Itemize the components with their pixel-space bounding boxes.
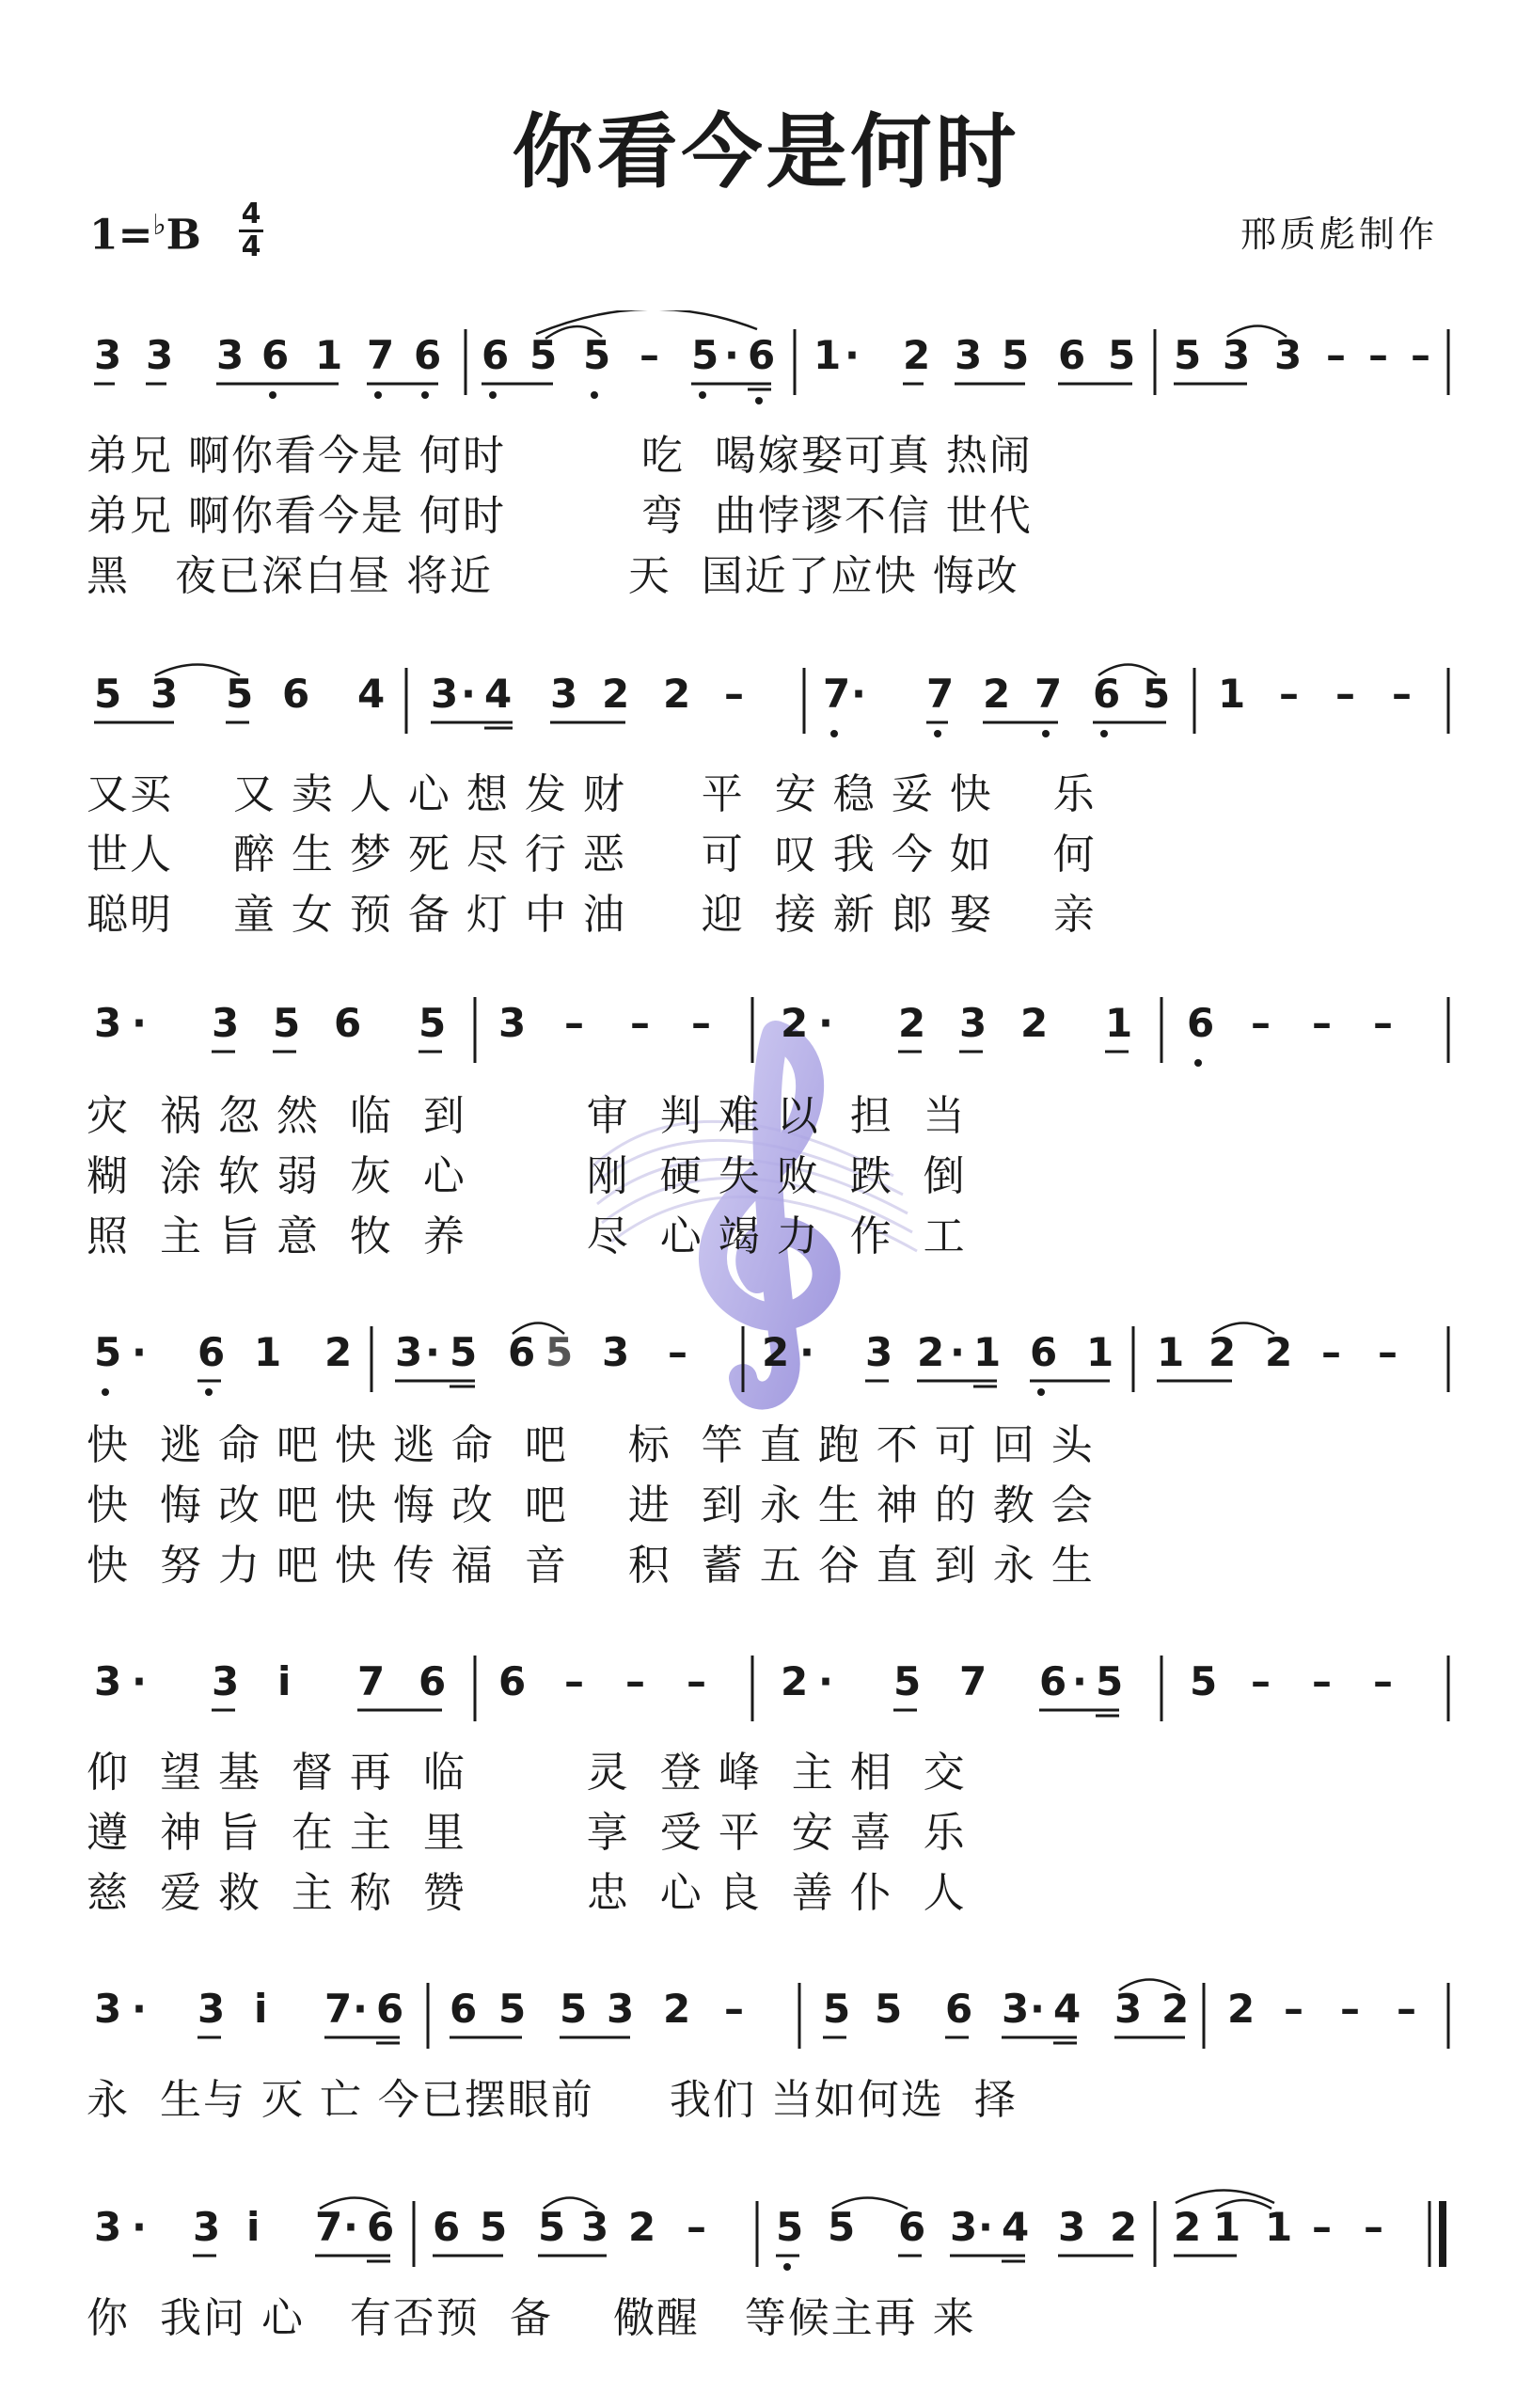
svg-text:6: 6 xyxy=(945,1986,973,2032)
svg-text:–: – xyxy=(1312,1000,1332,1046)
svg-text:3: 3 xyxy=(212,1658,240,1704)
svg-text:7: 7 xyxy=(1034,671,1063,717)
svg-text:6: 6 xyxy=(433,2204,461,2250)
svg-text:–: – xyxy=(691,1000,711,1046)
svg-text:3: 3 xyxy=(959,1000,987,1046)
svg-text:·: · xyxy=(799,1329,814,1375)
svg-text:6: 6 xyxy=(282,671,310,717)
lyric-line: 永 生与 灭 亡 今已摆眼前 我们 当如何选 择 xyxy=(87,2076,1018,2124)
svg-text:2: 2 xyxy=(762,1329,790,1375)
svg-text:4: 4 xyxy=(484,671,513,717)
svg-text:–: – xyxy=(687,2204,706,2250)
svg-text:2: 2 xyxy=(1265,1329,1293,1375)
music-system-2 xyxy=(0,649,1532,771)
svg-text:·: · xyxy=(132,1986,147,2032)
svg-text:–: – xyxy=(1411,332,1430,378)
svg-text:6: 6 xyxy=(376,1986,404,2032)
svg-text:5: 5 xyxy=(226,671,254,717)
time-signature xyxy=(235,199,267,262)
svg-text:3: 3 xyxy=(94,332,122,378)
lyric-line: 遵 神 旨 在 主 里 享 受 平 安 喜 乐 xyxy=(87,1809,967,1857)
svg-text:–: – xyxy=(1340,1986,1360,2032)
svg-text:3: 3 xyxy=(146,332,174,378)
svg-text:i: i xyxy=(246,2204,261,2250)
svg-text:i: i xyxy=(277,1658,292,1704)
svg-text:·: · xyxy=(1030,1986,1045,2032)
svg-text:–: – xyxy=(564,1000,584,1046)
lyric-line: 快 努 力 吧 快 传 福 音 积 蓄 五 谷 直 到 永 生 xyxy=(87,1542,1095,1590)
svg-text:–: – xyxy=(625,1658,645,1704)
svg-text:–: – xyxy=(1279,671,1299,717)
svg-text:·: · xyxy=(132,1329,147,1375)
svg-text:·: · xyxy=(353,1986,368,2032)
svg-text:7: 7 xyxy=(823,671,851,717)
svg-text:–: – xyxy=(564,1658,584,1704)
lyric-line: 照 主 旨 意 牧 养 尽 心 竭 力 作 工 xyxy=(87,1212,967,1260)
svg-text:3: 3 xyxy=(1223,332,1251,378)
time-denominator: 4 xyxy=(241,230,261,263)
lyric-line: 弟兄 啊你看今是 何时 吃 喝嫁娶可真 热闹 xyxy=(87,432,1033,480)
lyric-line: 仰 望 基 督 再 临 灵 登 峰 主 相 交 xyxy=(87,1749,967,1797)
svg-text:3: 3 xyxy=(498,1000,527,1046)
svg-text:5: 5 xyxy=(480,2204,508,2250)
svg-text:5: 5 xyxy=(828,2204,856,2250)
svg-text:1: 1 xyxy=(1265,2204,1293,2250)
svg-text:–: – xyxy=(1284,1986,1303,2032)
lyric-line: 慈 爱 救 主 称 赞 忠 心 良 善 仆 人 xyxy=(87,1869,967,1917)
svg-text:3: 3 xyxy=(1058,2204,1086,2250)
svg-text:5: 5 xyxy=(1108,332,1136,378)
svg-text:2: 2 xyxy=(1110,2204,1138,2250)
lyric-line: 世人 醉 生 梦 死 尽 行 恶 可 叹 我 今 如 何 xyxy=(87,831,1097,879)
svg-text:2: 2 xyxy=(1020,1000,1049,1046)
lyric-line: 黑 夜已深白昼 将近 天 国近了应快 悔改 xyxy=(87,552,1019,600)
svg-text:7: 7 xyxy=(357,1658,386,1704)
svg-text:5: 5 xyxy=(1190,1658,1218,1704)
svg-text:6: 6 xyxy=(419,1658,447,1704)
key-letter: B xyxy=(166,211,201,260)
svg-text:–: – xyxy=(1335,671,1355,717)
svg-text:–: – xyxy=(1251,1658,1271,1704)
svg-text:2: 2 xyxy=(781,1658,809,1704)
svg-text:2: 2 xyxy=(983,671,1011,717)
svg-text:2: 2 xyxy=(602,671,630,717)
lyric-line: 快 悔 改 吧 快 悔 改 吧 进 到 永 生 神 的 教 会 xyxy=(87,1481,1095,1529)
svg-text:·: · xyxy=(132,1658,147,1704)
svg-text:6: 6 xyxy=(197,1329,226,1375)
svg-text:·: · xyxy=(851,671,866,717)
svg-text:6: 6 xyxy=(414,332,442,378)
svg-text:3: 3 xyxy=(94,1000,122,1046)
svg-text:4: 4 xyxy=(1002,2204,1030,2250)
svg-text:5: 5 xyxy=(893,1658,922,1704)
svg-text:–: – xyxy=(1326,332,1346,378)
svg-text:–: – xyxy=(668,1329,687,1375)
svg-text:–: – xyxy=(1397,1986,1416,2032)
svg-text:5: 5 xyxy=(538,2204,566,2250)
svg-text:6: 6 xyxy=(508,1329,536,1375)
svg-text:6: 6 xyxy=(1030,1329,1058,1375)
svg-text:2: 2 xyxy=(1174,2204,1202,2250)
svg-text:6: 6 xyxy=(367,2204,395,2250)
svg-text:·: · xyxy=(845,332,860,378)
svg-text:–: – xyxy=(640,332,659,378)
svg-text:–: – xyxy=(1378,1329,1398,1375)
svg-text:5: 5 xyxy=(273,1000,301,1046)
svg-text:2: 2 xyxy=(781,1000,809,1046)
svg-text:2: 2 xyxy=(903,332,931,378)
svg-text:3: 3 xyxy=(950,2204,978,2250)
lyric-line: 又买 又 卖 人 心 想 发 财 平 安 稳 妥 快 乐 xyxy=(87,770,1097,818)
svg-text:2: 2 xyxy=(917,1329,945,1375)
svg-text:·: · xyxy=(132,1000,147,1046)
svg-text:3: 3 xyxy=(150,671,179,717)
svg-text:3: 3 xyxy=(1114,1986,1143,2032)
svg-text:–: – xyxy=(724,1986,744,2032)
svg-text:1: 1 xyxy=(315,332,343,378)
svg-text:6: 6 xyxy=(261,332,290,378)
svg-text:2: 2 xyxy=(663,671,691,717)
svg-text:–: – xyxy=(1373,1000,1393,1046)
svg-text:·: · xyxy=(978,2204,993,2250)
svg-text:1: 1 xyxy=(1105,1000,1133,1046)
svg-text:3: 3 xyxy=(212,1000,240,1046)
svg-text:2: 2 xyxy=(1227,1986,1256,2032)
svg-text:6: 6 xyxy=(1058,332,1086,378)
svg-text:4: 4 xyxy=(357,671,386,717)
svg-text:2: 2 xyxy=(1208,1329,1237,1375)
svg-text:–: – xyxy=(1373,1658,1393,1704)
svg-text:–: – xyxy=(1364,2204,1383,2250)
svg-text:5: 5 xyxy=(691,332,719,378)
svg-text:7: 7 xyxy=(367,332,395,378)
svg-text:6: 6 xyxy=(748,332,776,378)
svg-text:·: · xyxy=(132,2204,147,2250)
svg-text:3: 3 xyxy=(602,1329,630,1375)
svg-text:1: 1 xyxy=(1218,671,1246,717)
svg-text:3: 3 xyxy=(395,1329,423,1375)
svg-text:4: 4 xyxy=(1053,1986,1082,2032)
svg-text:5: 5 xyxy=(583,332,611,378)
svg-text:–: – xyxy=(1392,671,1412,717)
svg-text:5: 5 xyxy=(545,1329,574,1375)
svg-text:–: – xyxy=(724,671,744,717)
svg-text:3: 3 xyxy=(431,671,459,717)
svg-text:6: 6 xyxy=(334,1000,362,1046)
lyric-line: 糊 涂 软 弱 灰 心 刚 硬 失 败 跌 倒 xyxy=(87,1152,967,1200)
key-one-equals: 1= xyxy=(89,211,153,260)
svg-text:6: 6 xyxy=(1093,671,1121,717)
svg-text:3: 3 xyxy=(1002,1986,1030,2032)
svg-text:–: – xyxy=(687,1658,706,1704)
svg-text:2: 2 xyxy=(898,1000,926,1046)
svg-text:–: – xyxy=(1312,1658,1332,1704)
svg-text:3: 3 xyxy=(550,671,578,717)
svg-text:5: 5 xyxy=(94,671,122,717)
svg-text:1: 1 xyxy=(254,1329,282,1375)
svg-text:2: 2 xyxy=(1161,1986,1190,2032)
svg-text:3: 3 xyxy=(94,2204,122,2250)
svg-text:5: 5 xyxy=(776,2204,804,2250)
svg-text:6: 6 xyxy=(450,1986,478,2032)
svg-text:3: 3 xyxy=(581,2204,609,2250)
svg-text:·: · xyxy=(950,1329,965,1375)
svg-text:1: 1 xyxy=(1086,1329,1114,1375)
svg-text:3: 3 xyxy=(1274,332,1303,378)
svg-text:7: 7 xyxy=(324,1986,353,2032)
lyric-line: 聪明 童 女 预 备 灯 中 油 迎 接 新 郎 娶 亲 xyxy=(87,891,1097,939)
svg-text:3: 3 xyxy=(955,332,983,378)
author-credit: 邢质彪制作 xyxy=(1240,214,1438,255)
svg-text:–: – xyxy=(1321,1329,1341,1375)
svg-text:5: 5 xyxy=(529,332,558,378)
svg-text:5: 5 xyxy=(560,1986,588,2032)
svg-text:5: 5 xyxy=(1174,332,1202,378)
svg-text:2: 2 xyxy=(324,1329,353,1375)
svg-text:3: 3 xyxy=(865,1329,893,1375)
key-signature xyxy=(89,209,201,260)
svg-text:5: 5 xyxy=(823,1986,851,2032)
svg-text:5: 5 xyxy=(1002,332,1030,378)
svg-text:–: – xyxy=(1312,2204,1332,2250)
svg-text:3: 3 xyxy=(94,1986,122,2032)
svg-text:·: · xyxy=(461,671,476,717)
svg-text:3: 3 xyxy=(193,2204,221,2250)
lyric-line: 快 逃 命 吧 快 逃 命 吧 标 竿 直 跑 不 可 回 头 xyxy=(87,1421,1095,1469)
svg-text:5: 5 xyxy=(875,1986,903,2032)
svg-text:1: 1 xyxy=(1157,1329,1185,1375)
svg-text:1: 1 xyxy=(813,332,842,378)
lyric-line: 你 我问 心 有否预 备 儆醒 等候主再 来 xyxy=(87,2294,976,2342)
flat-icon: ♭ xyxy=(152,209,166,242)
svg-text:5: 5 xyxy=(498,1986,527,2032)
music-system-1 xyxy=(0,310,1532,433)
svg-text:6: 6 xyxy=(1039,1658,1067,1704)
song-title: 你看今是何时 xyxy=(512,105,1020,199)
svg-text:–: – xyxy=(1368,332,1388,378)
svg-text:2: 2 xyxy=(663,1986,691,2032)
svg-text:·: · xyxy=(343,2204,358,2250)
svg-text:7: 7 xyxy=(959,1658,987,1704)
time-numerator: 4 xyxy=(241,198,261,230)
svg-text:5: 5 xyxy=(1096,1658,1124,1704)
svg-text:·: · xyxy=(1072,1658,1087,1704)
notes-system-1 xyxy=(94,310,1448,404)
svg-text:i: i xyxy=(254,1986,268,2032)
svg-text:5: 5 xyxy=(1143,671,1171,717)
svg-text:·: · xyxy=(818,1658,833,1704)
svg-text:–: – xyxy=(1251,1000,1271,1046)
svg-text:1: 1 xyxy=(973,1329,1002,1375)
svg-text:5: 5 xyxy=(419,1000,447,1046)
svg-text:6: 6 xyxy=(498,1658,527,1704)
svg-text:3: 3 xyxy=(197,1986,226,2032)
svg-text:·: · xyxy=(818,1000,833,1046)
svg-text:5: 5 xyxy=(94,1329,122,1375)
svg-text:3: 3 xyxy=(607,1986,635,2032)
svg-text:7: 7 xyxy=(315,2204,343,2250)
svg-text:2: 2 xyxy=(628,2204,656,2250)
svg-text:7: 7 xyxy=(926,671,955,717)
svg-text:·: · xyxy=(425,1329,440,1375)
svg-text:3: 3 xyxy=(94,1658,122,1704)
svg-text:6: 6 xyxy=(898,2204,926,2250)
svg-text:5: 5 xyxy=(450,1329,478,1375)
svg-text:6: 6 xyxy=(482,332,510,378)
svg-text:6: 6 xyxy=(1187,1000,1215,1046)
svg-text:3: 3 xyxy=(216,332,245,378)
lyric-line: 灾 祸 忽 然 临 到 审 判 难 以 担 当 xyxy=(87,1092,967,1140)
lyric-line: 弟兄 啊你看今是 何时 弯 曲悖谬不信 世代 xyxy=(87,492,1033,540)
svg-text:–: – xyxy=(630,1000,650,1046)
svg-text:·: · xyxy=(724,332,739,378)
svg-text:1: 1 xyxy=(1213,2204,1241,2250)
